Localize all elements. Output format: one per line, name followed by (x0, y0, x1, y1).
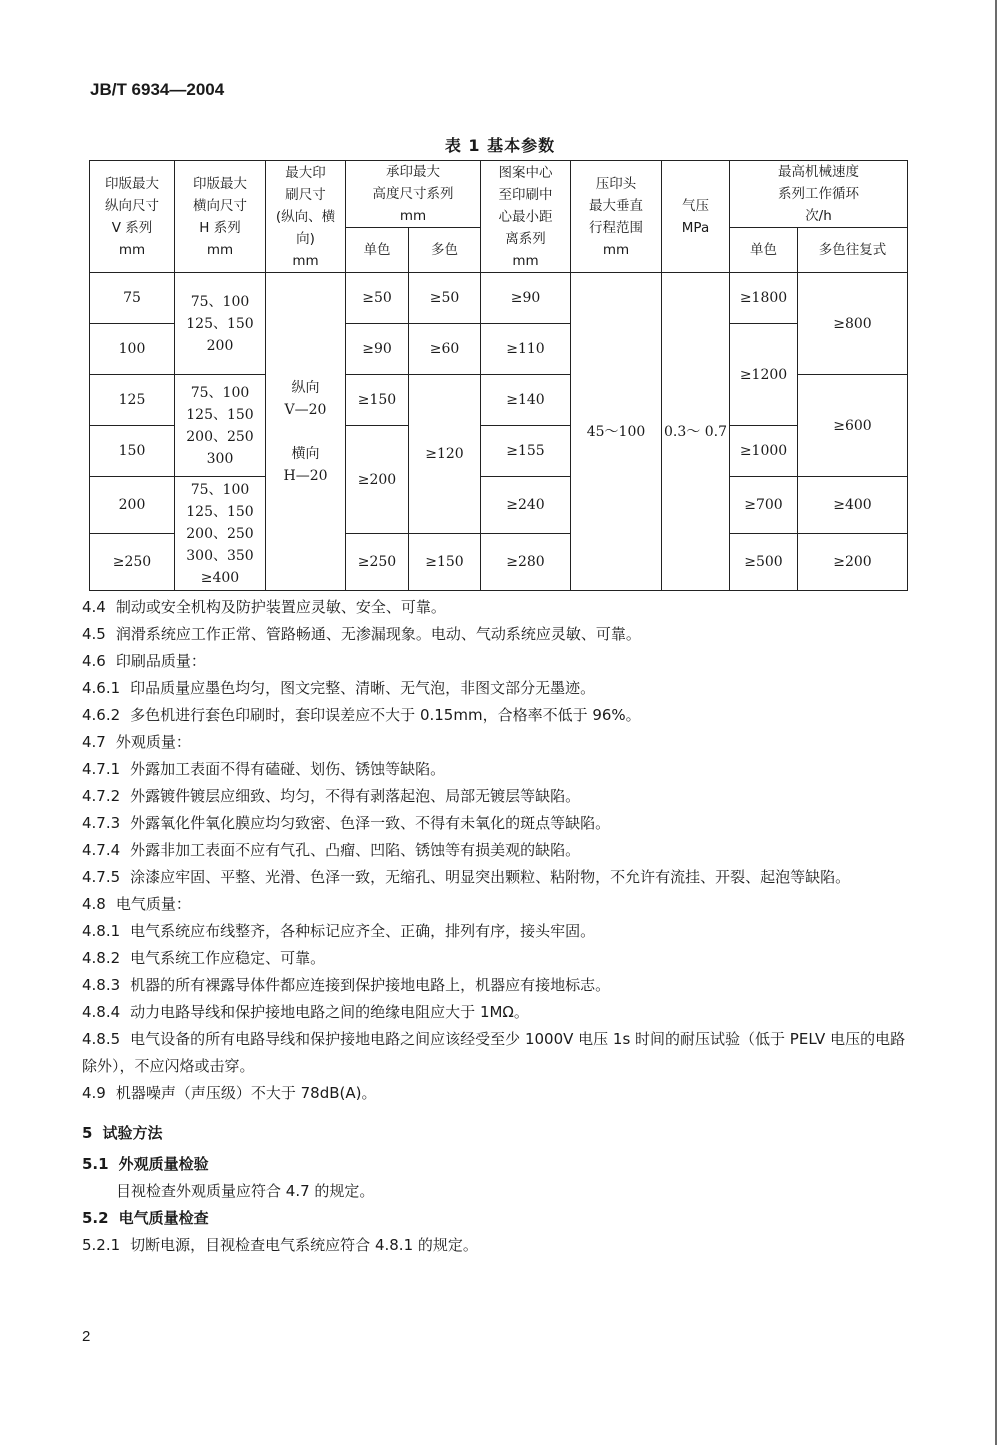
height-multi-cell: ≥50 (409, 273, 481, 324)
speed-multi-cell: ≥600 (798, 375, 908, 477)
center-cell: ≥155 (481, 426, 571, 477)
center-cell: ≥140 (481, 375, 571, 426)
header-h-series: 印版最大 横向尺寸 H 系列 mm (175, 161, 266, 273)
clause: 4.5 润滑系统应工作正常、管路畅通、无渗漏现象。电动、气动系统应灵敏、可靠。 (82, 625, 641, 643)
center-cell: ≥240 (481, 477, 571, 534)
height-single-cell: ≥250 (346, 534, 409, 591)
header-print-size: 最大印 刷尺寸 (纵向、横 向) mm (266, 161, 346, 273)
table-title: 表 1 基本参数 (444, 136, 556, 155)
clause: 4.7.5 涂漆应牢固、平整、光滑、色泽一致，无缩孔、明显突出颗粒、粘附物，不允许有流挂、开裂、起泡等缺陷。 (82, 868, 851, 886)
clause: 4.6.1 印品质量应墨色均匀，图文完整、清晰、无气泡，非图文部分无墨迹。 (82, 679, 596, 697)
speed-multi-cell: ≥800 (798, 273, 908, 375)
header-height: 承印最大 高度尺寸系列 mm (346, 161, 481, 228)
h-cell: 75、100 125、150 200、250 300、350 ≥400 (175, 477, 266, 591)
speed-multi-cell: ≥400 (798, 477, 908, 534)
speed-single-cell: ≥500 (730, 534, 798, 591)
header-height-multi: 多色 (409, 228, 481, 273)
clause: 4.6.2 多色机进行套色印刷时，套印误差应不大于 0.15mm，合格率不低于 96%。 (82, 706, 641, 724)
header-v-series: 印版最大 纵向尺寸 V 系列 mm (90, 161, 175, 273)
v-cell: 100 (90, 324, 175, 375)
v-cell: 200 (90, 477, 175, 534)
clause: 4.7.4 外露非加工表面不应有气孔、凸瘤、凹陷、锈蚀等有损美观的缺陷。 (82, 841, 581, 859)
clause: 4.8 电气质量： (82, 895, 191, 913)
page-number: 2 (82, 1328, 91, 1345)
standard-code: JB/T 6934—2004 (90, 80, 225, 99)
clause: 4.7.3 外露氧化件氧化膜应均匀致密、色泽一致、不得有未氧化的斑点等缺陷。 (82, 814, 611, 832)
clause: 4.7.2 外露镀件镀层应细致、均匀，不得有剥落起泡、局部无镀层等缺陷。 (82, 787, 581, 805)
clause: 4.8.4 动力电路导线和保护接地电路之间的绝缘电阻应大于 1MΩ。 (82, 1003, 529, 1021)
clause: 5.2.1 切断电源，目视检查电气系统应符合 4.8.1 的规定。 (82, 1236, 478, 1254)
clause: 4.8.5 电气设备的所有电路导线和保护接地电路之间应该经受至少 1000V 电压 1s 时间的耐压试验（低于 PELV 电压的电路除外），不应闪烙或击穿。 (82, 1030, 906, 1075)
height-single-cell: ≥90 (346, 324, 409, 375)
speed-single-cell: ≥1800 (730, 273, 798, 324)
section-heading: 5 试验方法 (82, 1124, 163, 1142)
h-cell: 75、100 125、150 200、250 300 (175, 375, 266, 477)
body-text (82, 594, 912, 1259)
basic-parameters-table (89, 160, 908, 591)
height-multi-cell: ≥60 (409, 324, 481, 375)
h-cell: 75、100 125、150 200 (175, 273, 266, 375)
clause: 4.7 外观质量： (82, 733, 191, 751)
paragraph: 目视检查外观质量应符合 4.7 的规定。 (116, 1182, 375, 1200)
clause: 4.8.1 电气系统应布线整齐，各种标记应齐全、正确，排列有序，接头牢固。 (82, 922, 596, 940)
speed-single-cell: ≥1000 (730, 426, 798, 477)
header-center-distance: 图案中心 至印刷中 心最小距 离系列 mm (481, 161, 571, 273)
v-cell: ≥250 (90, 534, 175, 591)
pressure-cell: 0.3～ 0.7 (662, 273, 730, 591)
height-single-cell: ≥150 (346, 375, 409, 426)
center-cell: ≥110 (481, 324, 571, 375)
stroke-cell: 45～100 (571, 273, 662, 591)
speed-multi-cell: ≥200 (798, 534, 908, 591)
header-speed: 最高机械速度 系列工作循环 次/h (730, 161, 908, 228)
clause: 4.8.3 机器的所有裸露导体件都应连接到保护接地电路上，机器应有接地标志。 (82, 976, 611, 994)
v-cell: 150 (90, 426, 175, 477)
clause: 4.4 制动或安全机构及防护装置应灵敏、安全、可靠。 (82, 598, 446, 616)
height-single-cell: ≥200 (346, 426, 409, 534)
v-cell: 75 (90, 273, 175, 324)
header-speed-multi: 多色往复式 (798, 228, 908, 273)
header-stroke: 压印头 最大垂直 行程范围 mm (571, 161, 662, 273)
height-single-cell: ≥50 (346, 273, 409, 324)
subsection-heading: 5.1 外观质量检验 (82, 1155, 209, 1173)
center-cell: ≥90 (481, 273, 571, 324)
header-height-single: 单色 (346, 228, 409, 273)
header-speed-single: 单色 (730, 228, 798, 273)
center-cell: ≥280 (481, 534, 571, 591)
clause: 4.7.1 外露加工表面不得有磕碰、划伤、锈蚀等缺陷。 (82, 760, 446, 778)
page-edge-line (995, 0, 997, 1445)
header-pressure: 气压 MPa (662, 161, 730, 273)
height-multi-cell: ≥150 (409, 534, 481, 591)
speed-single-cell: ≥700 (730, 477, 798, 534)
height-multi-cell: ≥120 (409, 375, 481, 534)
speed-single-cell: ≥1200 (730, 324, 798, 426)
clause: 4.9 机器噪声（声压级）不大于 78dB(A)。 (82, 1084, 377, 1102)
v-cell: 125 (90, 375, 175, 426)
print-size-cell: 纵向 V—20 横向 H—20 (266, 273, 346, 591)
subsection-heading: 5.2 电气质量检查 (82, 1209, 209, 1227)
clause: 4.8.2 电气系统工作应稳定、可靠。 (82, 949, 326, 967)
clause: 4.6 印刷品质量： (82, 652, 206, 670)
